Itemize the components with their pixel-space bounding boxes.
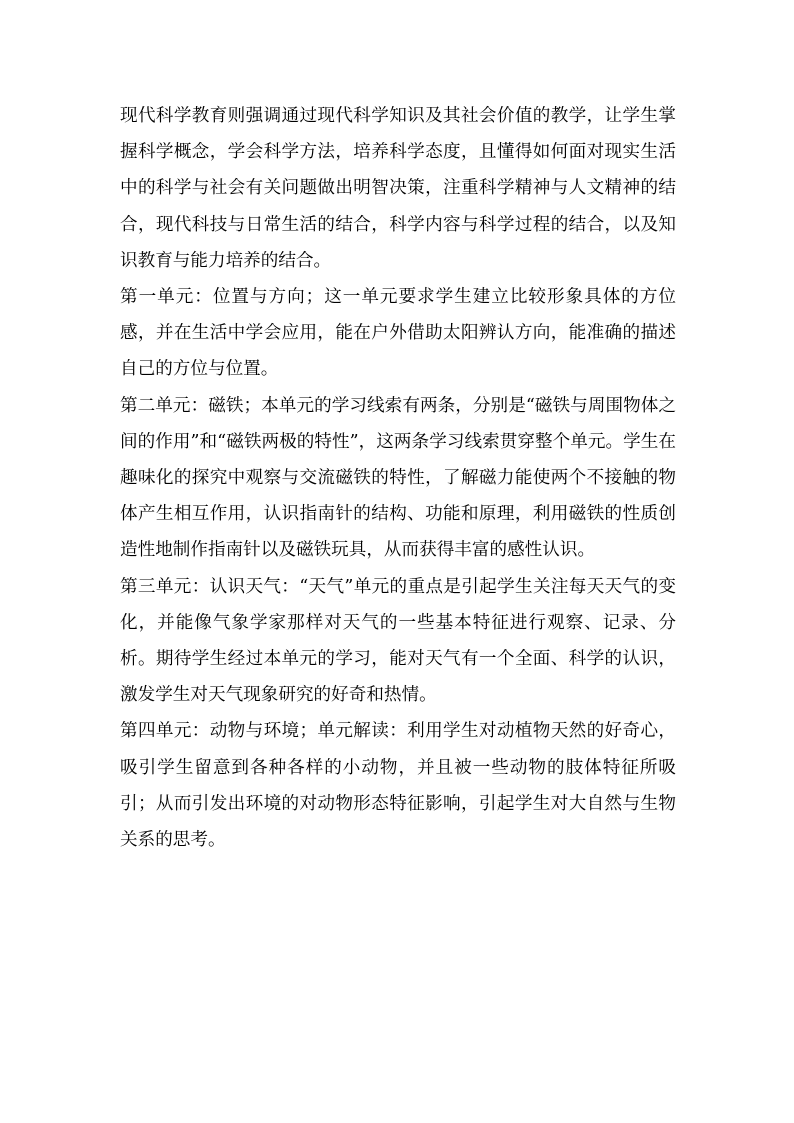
paragraph-unit-1: 第一单元：位置与方向；这一单元要求学生建立比较形象具体的方位感，并在生活中学会应用，能在户外借助太阳辨认方向，能准确的描述自己的方位与位置。	[120, 287, 676, 380]
document-page	[120, 98, 676, 858]
paragraph-intro: 现代科学教育则强调通过现代科学知识及其社会价值的教学，让学生掌握科学概念，学会科学方法，培养科学态度，且懂得如何面对现实生活中的科学与社会有关问题做出明智决策，注重科学精神与人文精神的结合，现代科技与日常生活的结合，科学内容与科学过程的结合，以及知识教育与能力培养的结合。	[120, 106, 676, 271]
paragraph-unit-3: 第三单元：认识天气：“天气”单元的重点是引起学生关注每天天气的变化，并能像气象学家那样对天气的一些基本特征进行观察、记录、分析。期待学生经过本单元的学习，能对天气有一个全面、科学的认识，激发学生对天气现象研究的好奇和热情。	[120, 576, 676, 706]
paragraph-unit-2: 第二单元：磁铁；本单元的学习线索有两条，分别是“磁铁与周围物体之间的作用”和“磁铁两极的特性”，这两条学习线索贯穿整个单元。学生在趣味化的探究中观察与交流磁铁的特性，了解磁力能使两个不接触的物体产生相互作用，认识指南针的结构、功能和原理，利用磁铁的性质创造性地制作指南针以及磁铁玩具，从而获得丰富的感性认识。	[120, 395, 676, 561]
paragraph-unit-4: 第四单元：动物与环境；单元解读：利用学生对动植物天然的好奇心，吸引学生留意到各种各样的小动物，并且被一些动物的肢体特征所吸引；从而引发出环境的对动物形态特征影响，引起学生对大自然与生物关系的思考。	[120, 721, 676, 851]
